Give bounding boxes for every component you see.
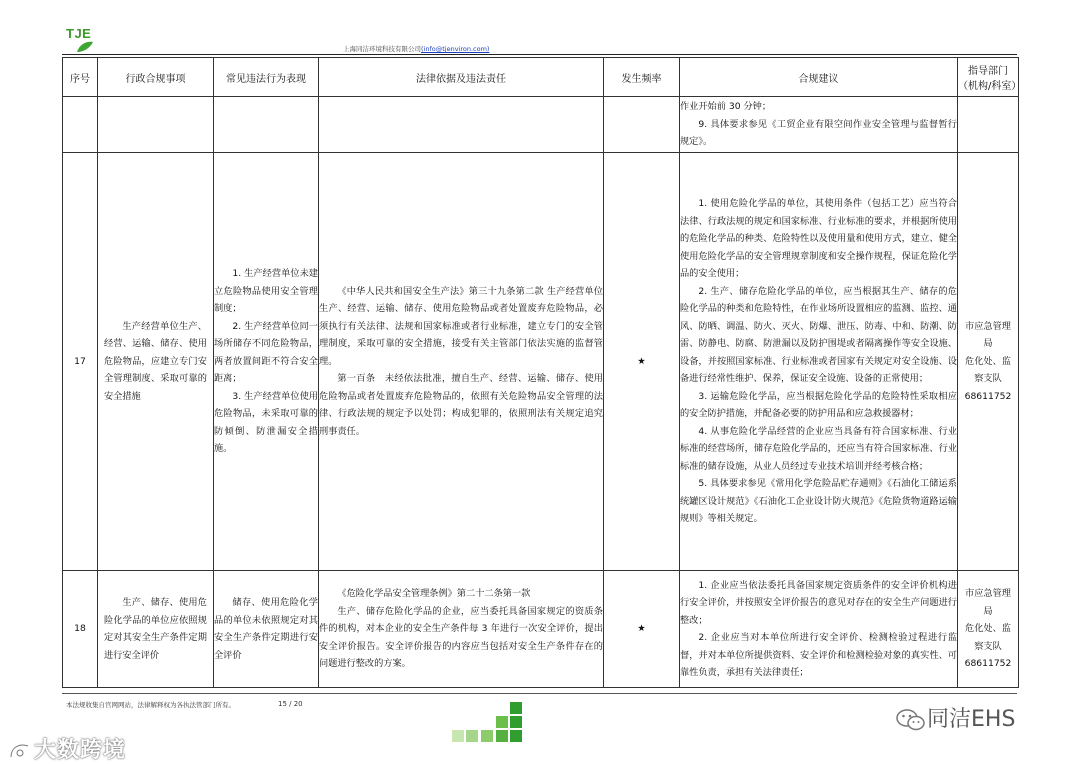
advice-paragraph: 2. 企业应当对本单位所进行安全评价、检测检验过程进行监督，并对本单位所提供资料、安全评价和检测检验对象的真实性、可靠性负责，承担有关法律责任； xyxy=(680,632,957,678)
advice-paragraph: 5. 具体要求参见《常用化学危险品贮存通则》《石油化工储运系统罐区设计规范》《石油化工企业设计防火规范》《危险货物道路运输规则》等相关规定。 xyxy=(680,478,957,525)
col-header-dept-line1: 指导部门 xyxy=(968,66,1008,77)
advice-paragraph: 4. 从事危险化学品经营的企业应当具备有符合国家标准、行业标准的经营场所，储存危险化学品的，还应当有符合国家标准、行业标准的储存设施，从业人员经过专业技术培训并经考核合格； xyxy=(680,425,957,472)
cell-dept xyxy=(958,571,1019,688)
col-header-dept xyxy=(958,58,1022,97)
leaf-icon xyxy=(76,41,94,53)
col-header-frequency: 发生频率 xyxy=(604,58,680,97)
dept-office: 危化处、监察支队 xyxy=(965,623,1011,652)
behavior-paragraph: 1. 生产经营单位未建立危险物品使用安全管理制度； xyxy=(214,268,318,315)
advice-paragraph: 3. 运输危险化学品，应当根据危险化学品的危险特性采取相应的安全防护措施，并配备必要的防护用品和应急救援器材； xyxy=(680,390,957,420)
cell-dept xyxy=(958,97,1019,153)
block xyxy=(496,730,508,742)
advice-paragraph: 2. 生产、储存危险化学品的单位，应当根据其生产、储存的危险化学品的种类和危险特性，在作业场所设置相应的监测、监控、通风、防晒、调温、防火、灭火、防爆、泄压、防毒、中和、防潮、防雷、防静电、防腐、防泄漏以及防护围堤或者隔离操作等安全设施、设备，并按照国家标准、行业标准或者国家有关规定对安全设施、设备进行经常性维护、保养，保证安全设施、设备的正常使用； xyxy=(680,285,957,385)
dept-name: 市应急管理局 xyxy=(965,588,1011,617)
law-paragraph: 《危险化学品安全管理条例》第二十二条第一款 xyxy=(337,588,531,600)
cell-frequency xyxy=(604,97,680,153)
col-header-law: 法律依据及违法责任 xyxy=(319,58,604,97)
behavior-paragraph: 2. 生产经营单位同一场所储存不同危险物品，两者放置间距不符合安全距离； xyxy=(214,320,318,385)
cell-law xyxy=(319,153,604,571)
watermark-left xyxy=(8,733,126,764)
advice-paragraph: 作业开始前 30 分钟； xyxy=(680,101,772,113)
dept-phone: 68611752 xyxy=(964,658,1012,670)
law-paragraph: 生产、储存危险化学品的企业，应当委托具备国家规定的资质条件的机构，对本企业的安全生产条件每 3 年进行一次安全评价，提出安全评价报告。安全评价报告的内容应当包括对安全生产条件存在的问题进行整改的方案。 xyxy=(319,605,603,670)
table-row xyxy=(63,97,1019,153)
company-header xyxy=(343,44,489,53)
watermark-right xyxy=(895,702,1015,733)
cell-item xyxy=(98,97,214,153)
block xyxy=(466,730,478,742)
block xyxy=(452,730,464,742)
cell-no: 18 xyxy=(63,571,98,688)
col-header-advice: 合规建议 xyxy=(680,58,958,97)
table-row xyxy=(63,571,1019,688)
dept-office: 危化处、监察支队 xyxy=(965,355,1011,385)
behavior-paragraph: 储存、使用危险化学品的单位未依照规定对其安全生产条件定期进行安全评价 xyxy=(214,597,318,661)
table-header-row xyxy=(63,58,1019,97)
company-name: 上海同洁环境科技有限公司 xyxy=(343,45,421,53)
company-logo xyxy=(66,26,102,56)
cell-no: 17 xyxy=(63,153,98,571)
watermark-right-text: 同洁EHS xyxy=(927,707,1016,732)
brand-swirl-icon xyxy=(8,741,32,761)
cell-advice xyxy=(680,571,958,688)
cell-behavior xyxy=(214,571,319,688)
cell-behavior xyxy=(214,97,319,153)
cell-item: 生产经营单位生产、经营、运输、储存、使用危险物品，应建立专门安全管理制度、采取可靠的安全措施 xyxy=(98,153,214,571)
col-header-item: 行政合规事项 xyxy=(98,58,214,97)
cell-dept xyxy=(958,153,1019,571)
block xyxy=(510,716,522,728)
col-header-dept-line2: （机构/科室） xyxy=(958,81,1022,92)
page-number: 15 / 20 xyxy=(278,700,303,708)
cell-advice xyxy=(680,97,958,153)
block xyxy=(510,702,522,714)
logo-text: TJE xyxy=(66,26,92,41)
behavior-paragraph: 3. 生产经营单位使用危险物品，未采取可靠的防倾倒、防泄漏安全措施。 xyxy=(214,390,318,455)
cell-no xyxy=(63,97,98,153)
table-row xyxy=(63,153,1019,571)
law-paragraph: 《中华人民共和国安全生产法》第三十九条第二款 生产经营单位生产、经营、运输、储存、使用危险物品或者处置废弃危险物品，必须执行有关法律、法规和国家标准或者行业标准，建立专门的安全管理制度，采取可靠的安全措施，接受有关主管部门依法实施的监督管理。 xyxy=(319,285,603,367)
col-header-no: 序号 xyxy=(63,58,98,97)
law-paragraph: 第一百条 未经依法批准，擅自生产、经营、运输、储存、使用危险物品或者处置废弃危险物品的，依照有关危险物品安全管理的法律、行政法规的规定予以处罚；构成犯罪的，依照刑法有关规定追究刑事责任。 xyxy=(319,373,603,437)
cell-item: 生产、储存、使用危险化学品的单位应依照规定对其安全生产条件定期进行安全评价 xyxy=(98,571,214,688)
frequency-star: ★ xyxy=(604,153,680,571)
block xyxy=(510,730,522,742)
advice-paragraph: 9. 具体要求参见《工贸企业有限空间作业安全管理与监督暂行规定》。 xyxy=(680,118,957,148)
block xyxy=(481,730,493,742)
cell-behavior xyxy=(214,153,319,571)
header-divider xyxy=(62,54,1017,55)
footer-note: 本法规收集自官网网站，法律解释权为各执法管部门所有。 xyxy=(66,701,235,709)
cell-law xyxy=(319,571,604,688)
footer-divider xyxy=(62,693,1017,694)
col-header-behavior: 常见违法行为表现 xyxy=(214,58,319,97)
watermark-left-text: 大数跨境 xyxy=(34,738,127,763)
company-email[interactable]: (info@tjenviron.com) xyxy=(421,45,490,53)
advice-paragraph: 1. 使用危险化学品的单位，其使用条件（包括工艺）应当符合法律、行政法规的规定和国家标准、行业标准的要求，并根据所使用的危险化学品的种类、危险特性以及使用量和使用方式，建立、健全使用危险化学品的安全管理规章制度和安全操作规程，保证危险化学品的安全使用； xyxy=(680,198,957,280)
frequency-star: ★ xyxy=(604,571,680,688)
dept-name: 市应急管理局 xyxy=(965,320,1011,350)
dept-phone: 68611752 xyxy=(964,390,1012,402)
advice-paragraph: 1. 企业应当依法委托具备国家规定资质条件的安全评价机构进行安全评价，并按照安全评价报告的意见对存在的安全生产问题进行整改； xyxy=(680,579,957,626)
compliance-table xyxy=(62,57,1022,688)
block xyxy=(496,716,508,728)
cell-law xyxy=(319,97,604,153)
cell-advice xyxy=(680,153,958,571)
wechat-icon xyxy=(895,708,927,732)
